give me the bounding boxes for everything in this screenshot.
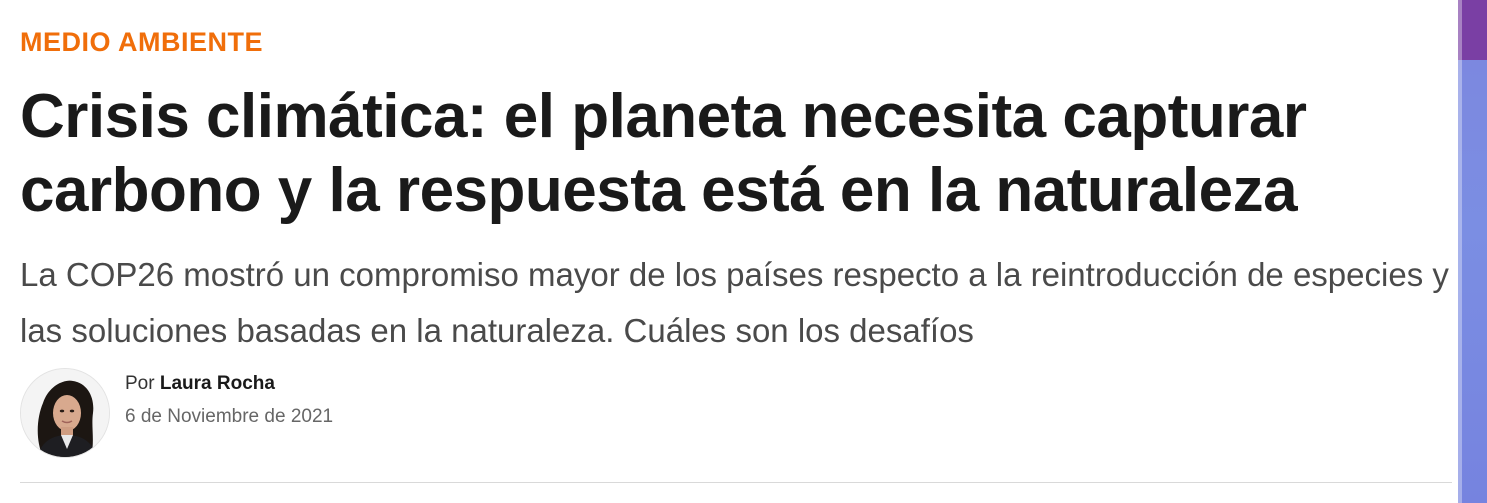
byline-text (125, 372, 333, 429)
byline (20, 368, 620, 460)
author-prefix: Por (125, 373, 155, 394)
author-avatar[interactable] (20, 368, 110, 458)
scrollbar[interactable] (1458, 0, 1487, 503)
scrollbar-thumb[interactable] (1458, 0, 1487, 60)
author-name-link[interactable]: Laura Rocha (159, 373, 275, 394)
publish-date: 6 de Noviembre de 2021 (125, 406, 334, 427)
scrollbar-edge (1458, 0, 1462, 503)
author-line (125, 372, 333, 396)
header-divider (20, 482, 1452, 483)
section-label[interactable]: MEDIO AMBIENTE (20, 27, 263, 57)
subheadline: La COP26 mostró un compromiso mayor de los países respecto a la reintroducción de especies y las soluciones basadas en la naturaleza. Cuáles son los desafíos (20, 256, 1449, 349)
author-portrait-icon (21, 369, 109, 457)
headline: Crisis climática: el planeta necesita capturar carbono y la respuesta está en la naturaleza (20, 82, 1307, 225)
